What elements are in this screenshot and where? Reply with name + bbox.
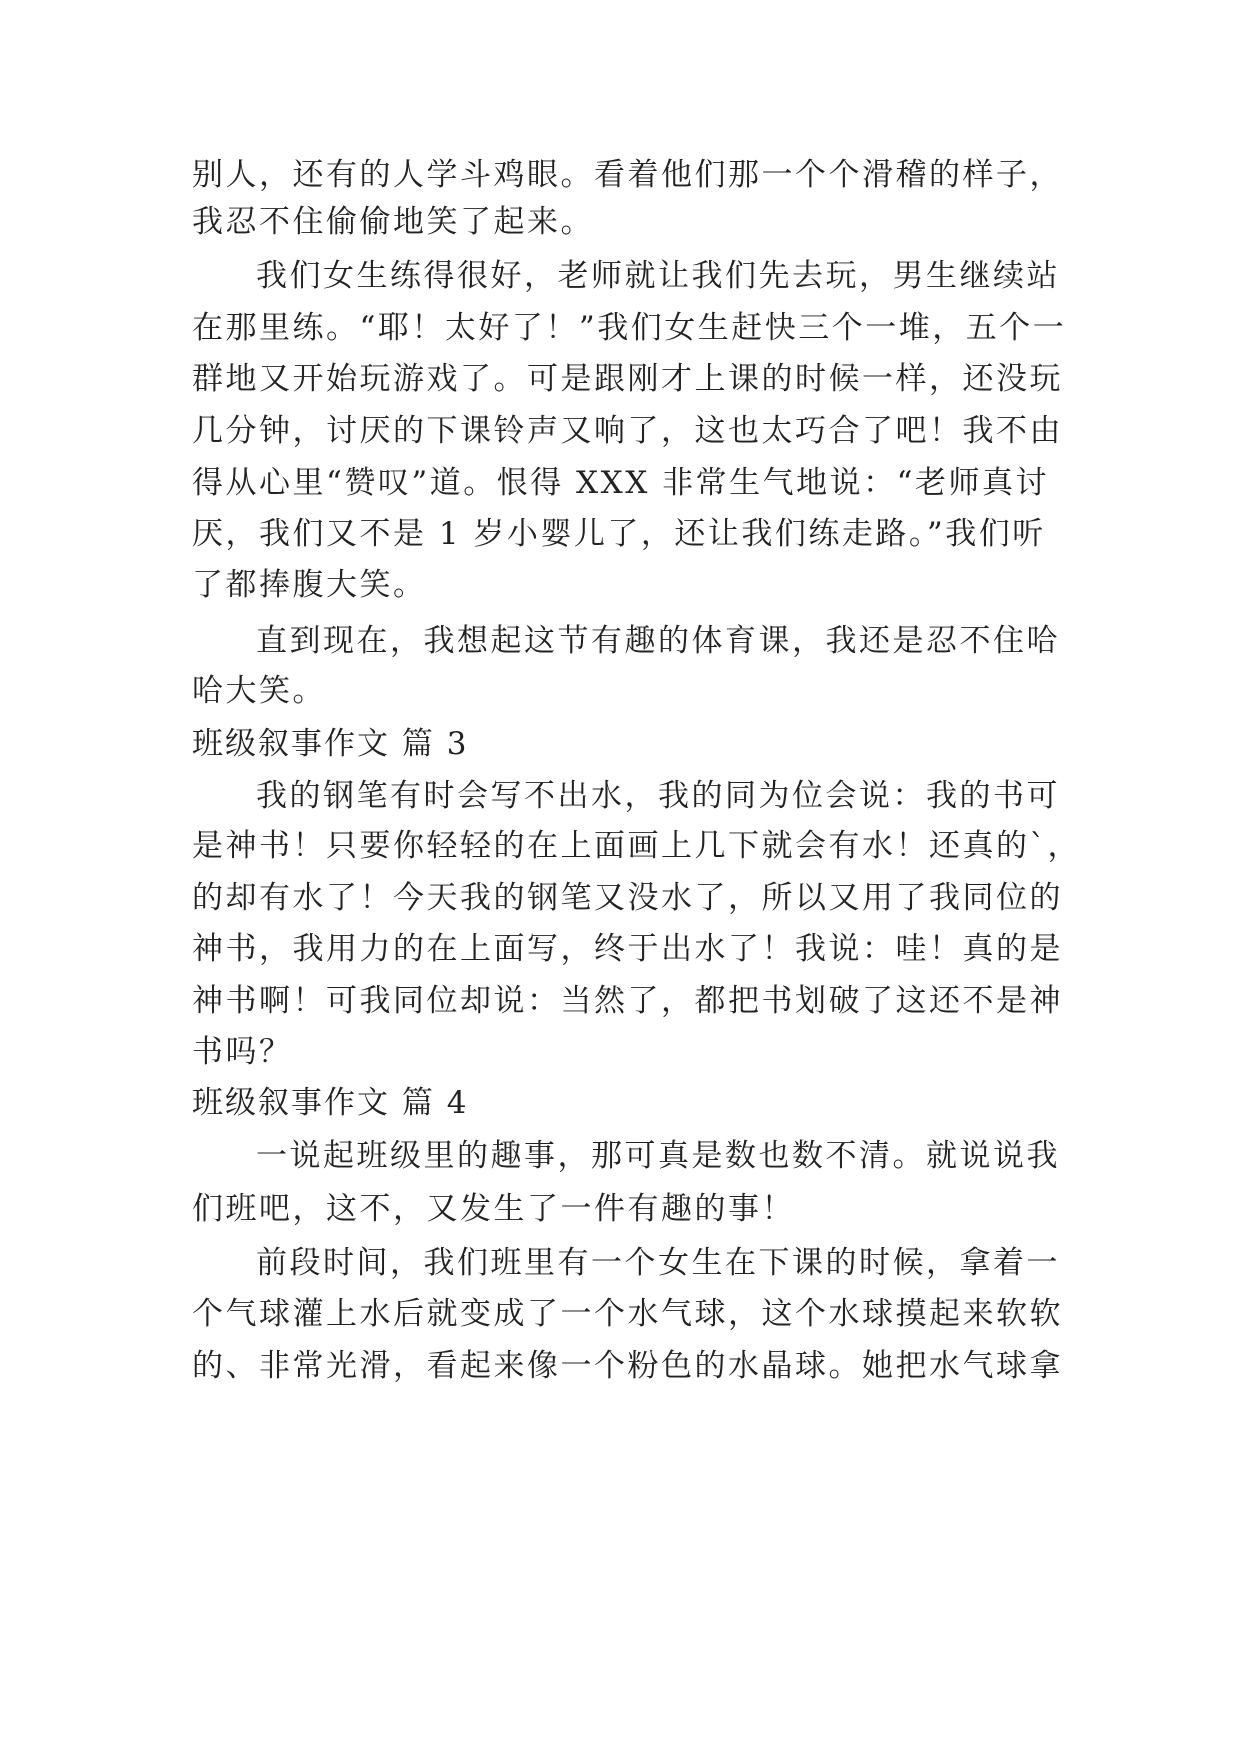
text-line: 别人，还有的人学斗鸡眼。看着他们那一个个滑稽的样子， [192, 157, 1063, 193]
text-line: 神书，我用力的在上面写，终于出水了！我说：哇！真的是 [192, 931, 1063, 967]
text-line: 的、非常光滑，看起来像一个粉色的水晶球。她把水气球拿 [192, 1348, 1063, 1384]
text-line: 们班吧，这不，又发生了一件有趣的事！ [192, 1191, 795, 1227]
text-line: 我们女生练得很好，老师就让我们先去玩，男生继续站 [256, 258, 1060, 294]
section-heading: 班级叙事作文 篇 4 [192, 1085, 469, 1121]
text-line: 得从心里“赞叹”道。恨得 XXX 非常生气地说：“老师真讨 [192, 465, 1049, 501]
text-line: 的却有水了！今天我的钢笔又没水了，所以又用了我同位的 [192, 880, 1063, 916]
text-line: 厌，我们又不是 1 岁小婴儿了，还让我们练走路。”我们听 [192, 516, 1046, 552]
text-line: 直到现在，我想起这节有趣的体育课，我还是忍不住哈 [256, 623, 1060, 659]
text-line: 几分钟，讨厌的下课铃声又响了，这也太巧合了吧！我不由 [192, 413, 1063, 449]
text-line: 书吗？ [192, 1034, 293, 1070]
text-line: 了都捧腹大笑。 [192, 567, 427, 603]
section-heading: 班级叙事作文 篇 3 [192, 726, 469, 762]
text-line: 哈大笑。 [192, 673, 326, 709]
text-line: 前段时间，我们班里有一个女生在下课的时候，拿着一 [256, 1245, 1060, 1281]
text-line: 是神书！只要你轻轻的在上面画上几下就会有水！还真的`， [192, 828, 1081, 864]
text-line: 群地又开始玩游戏了。可是跟刚才上课的时候一样，还没玩 [192, 361, 1063, 397]
text-line: 个气球灌上水后就变成了一个水气球，这个水球摸起来软软 [192, 1296, 1063, 1332]
text-line: 神书啊！可我同位却说：当然了，都把书划破了这还不是神 [192, 983, 1063, 1019]
text-line: 我的钢笔有时会写不出水，我的同为位会说：我的书可 [256, 778, 1060, 814]
text-line: 我忍不住偷偷地笑了起来。 [192, 204, 594, 240]
text-line: 在那里练。“耶！太好了！”我们女生赶快三个一堆，五个一 [192, 310, 1067, 346]
text-line: 一说起班级里的趣事，那可真是数也数不清。就说说我 [256, 1138, 1060, 1174]
